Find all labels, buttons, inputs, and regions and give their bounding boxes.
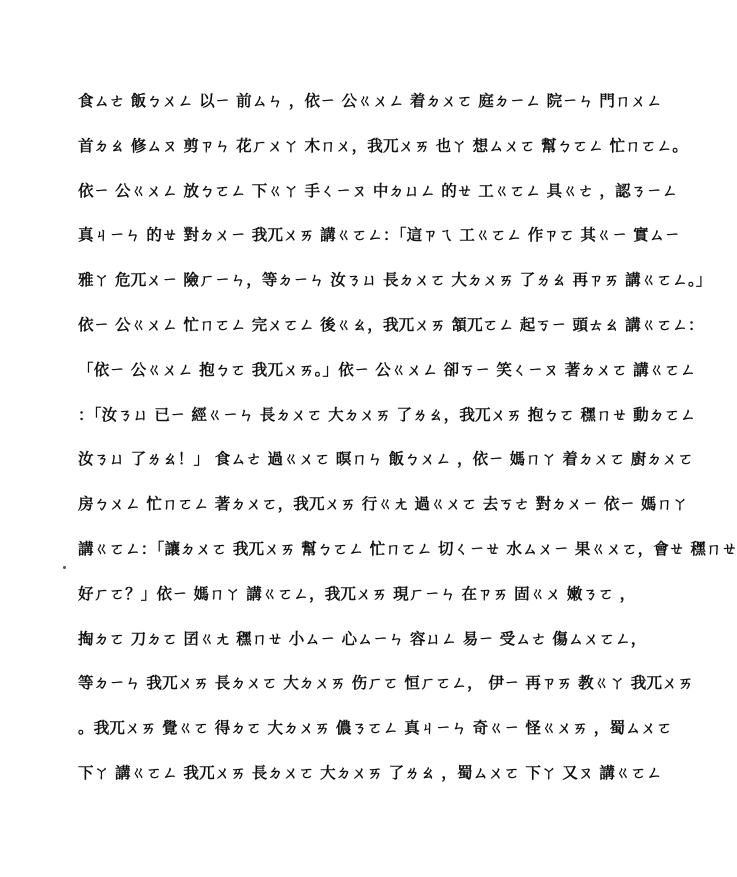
scan-speck (63, 566, 66, 569)
text-line: 汝ㄋㄩ 了ㄌㄠ！」 食ㄙㄜ 過ㄍㄨㄛ 暝ㄇㄣ 飯ㄅㄨㄥ ，依ㄧ 媽ㄇㄚ 着ㄉㄨㄛ 廚ㄉㄨㄛ (78, 450, 694, 469)
text-line: 好ㄏㄛ？」依ㄧ 媽ㄇㄚ 講ㄍㄛㄥ，我ㄫㄨㄞ 現ㄏㄧㄣ 在ㄗㄞ 固ㄍㄨ 嫩ㄋㄛ ， (78, 584, 636, 603)
text-line: 掏ㄉㄛ 刀ㄉㄛ 囝ㄍㄤ 䆀ㄇㄝ 小ㄙㄧ 心ㄙㄧㄣ 容ㄩㄥ 易ㄧ 受ㄙㄜ 傷ㄙㄨㄛㄥ， (78, 629, 647, 648)
text-line: ：「汝ㄋㄩ 已ㄧ 經ㄍㄧㄣ 長ㄉㄨㄛ 大ㄉㄨㄞ 了ㄌㄠ，我ㄫㄨㄞ 抱ㄅㄛ 䆀ㄇㄝ 動ㄉㄛㄥ (78, 405, 696, 424)
text-line: 依ㄧ 公ㄍㄨㄥ 忙ㄇㄛㄥ 完ㄨㄛㄥ 後ㄍㄠ，我ㄫㄨㄞ 頷ㄫㄛㄥ 起ㄎㄧ 頭ㄊㄠ 講ㄍㄛㄥ： (78, 315, 704, 334)
text-line: 食ㄙㄜ 飯ㄅㄨㄥ 以ㄧ 前ㄙㄣ ，依ㄧ 公ㄍㄨㄥ 着ㄉㄨㄛ 庭ㄉㄧㄥ 院ㄧㄣ 門ㄇㄨㄥ (78, 92, 663, 110)
text-line: 房ㄅㄨㄥ 忙ㄇㄛㄥ 著ㄉㄨㄛ，我ㄫㄨㄞ 行ㄍㄤ 過ㄍㄨㄛ 去ㄎㄜ 對ㄉㄨㄧ 依ㄧ 媽ㄇㄚ (78, 495, 688, 514)
text-line: 等ㄉㄧㄣ 我ㄫㄨㄞ 長ㄉㄨㄛ 大ㄉㄨㄞ 伤ㄏㄛ 恒ㄏㄛㄥ， 伊ㄧ 再ㄗㄞ 教ㄍㄚ 我ㄫㄨㄞ (78, 674, 694, 693)
text-line: 首ㄉㄠ 修ㄙㄡ 剪ㄗㄣ 花ㄏㄨㄚ 木ㄇㄨ，我ㄫㄨㄞ 也ㄚ 想ㄙㄨㄛ 幫ㄅㄛㄥ 忙ㄇㄛㄥ。 (78, 136, 688, 155)
text-line: 真ㄐㄧㄣ 的ㄝ 對ㄉㄨㄧ 我ㄫㄨㄞ 講ㄍㄛㄥ：「這ㄗㄟ 工ㄍㄛㄥ 作ㄗㄛ 其ㄍㄧ 實ㄙㄧ (78, 226, 681, 245)
text-line: 「依ㄧ 公ㄍㄨㄥ 抱ㄅㄛ 我ㄫㄨㄞ。」依ㄧ 公ㄍㄨㄥ 卻ㄎㄧ 笑ㄑㄧㄡ 著ㄉㄨㄛ 講ㄍㄛㄥ (78, 360, 696, 379)
annotated-text-block (78, 86, 737, 803)
text-line: 講ㄍㄛㄥ：「讓ㄉㄨㄛ 我ㄫㄨㄞ 幫ㄅㄛㄥ 忙ㄇㄛㄥ 切ㄑㄧㄝ 水ㄙㄨㄧ 果ㄍㄨㄛ，會ㄝ 䆀ㄇㄝ (78, 539, 737, 558)
text-line: 下ㄚ 講ㄍㄛㄥ 我ㄫㄨㄞ 長ㄉㄨㄛ 大ㄉㄨㄞ 了ㄌㄠ ，蜀ㄙㄨㄛ 下ㄚ 又ㄡ 講ㄍㄛㄥ (78, 763, 663, 782)
text-line: 。我ㄫㄨㄞ 覺ㄍㄛ 得ㄉㄛ 大ㄉㄨㄞ 儂ㄋㄛㄥ 真ㄐㄧㄣ 奇ㄍㄧ 怪ㄍㄨㄞ ，蜀ㄙㄨㄛ (78, 719, 673, 738)
text-line: 依ㄧ 公ㄍㄨㄥ 放ㄅㄛㄥ 下ㄍㄚ 手ㄑㄧㄡ 中ㄉㄩㄥ 的ㄝ 工ㄍㄛㄥ 具ㄍㄜ ，認ㄋㄧㄥ (78, 181, 678, 200)
text-line: 雅ㄚ 危ㄫㄨㄧ 險ㄏㄧㄣ，等ㄉㄧㄣ 汝ㄋㄩ 長ㄉㄨㄛ 大ㄉㄨㄞ 了ㄌㄠ 再ㄗㄞ 講ㄍㄛㄥ。」 (78, 271, 712, 290)
